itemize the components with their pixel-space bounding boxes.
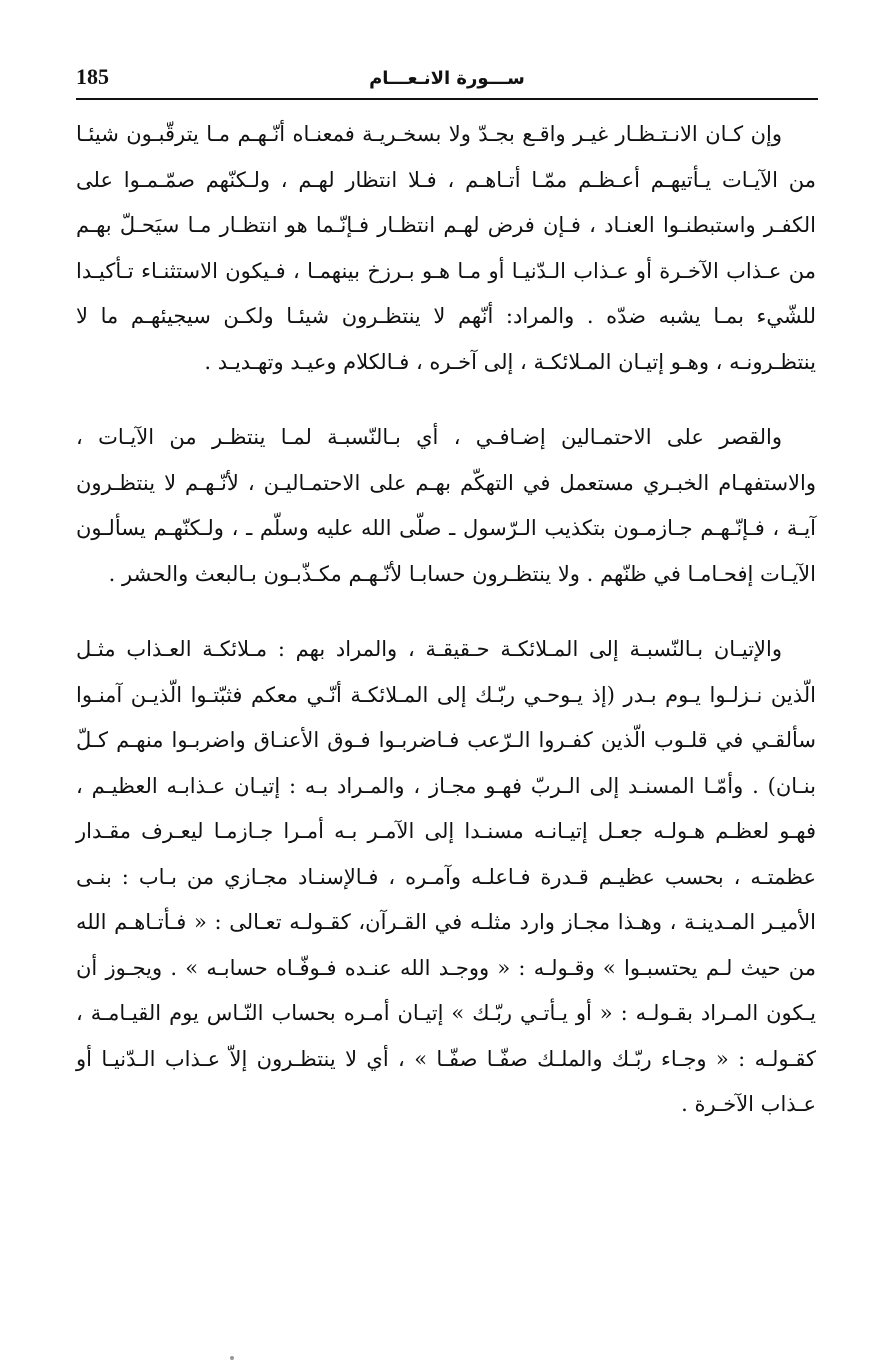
commentary-text: [76, 112, 816, 1128]
paragraph-1: وإن كـان الانـتـظـار غيـر واقـع بجـدّ ولا بسخـريـة فمعنـاه أنّـهـم مـا يترقّبـون شيئـا من الآيـات يـأتيهـم أعـظـم ممّـا أتـاهـم ، فـلا انتظار لهـم ، ولـكنّهم صمّـمـوا على الكفـر واستبطنـوا العنـاد ، فـإن فرض لهـم انتظـار فـإنّـما هو انتظـار مـا سيَحـلّ بهـم من عـذاب الآخـرة أو عـذاب الـدّنيـا أو مـا هـو بـرزخ بينهمـا ، فـيكون الاستثنـاء تـأكيـدا للشّيء بمـا يشبه ضدّه . والمراد: أنّهم لا ينتظـرون شيئـا ولكـن سيجيئهـم ما لا ينتظـرونـه ، وهـو إتيـان المـلائكـة ، إلى آخـره ، فـالكلام وعيـد وتهـديـد .: [76, 122, 816, 374]
scan-speck: [230, 1356, 234, 1360]
paragraph-2: والقصر على الاحتمـالين إضـافـي ، أي بـالنّسبـة لمـا ينتظـر من الآيـات ، والاستفهـام الخبـري مستعمل في التهكّم بهـم على الاحتمـاليـن ، لأنّـهـم لا ينتظـرون آيـة ، فـإنّـهـم جـازمـون بتكذيب الـرّسول ـ صلّى الله عليه وسلّم ـ ، ولـكنّهـم يسألـون الآيـات إفحـامـا في ظنّهم . ولا ينتظـرون حسابـا لأنّـهـم مكـذّبـون بـالبعث والحشر .: [76, 425, 816, 586]
paragraph-3: والإتيـان بـالنّسبـة إلى المـلائكـة حـقيقـة ، والمراد بهم : مـلائكـة العـذاب مثـل الّذين نـزلـوا يـوم بـدر (إذ يـوحـي ربّـك إلى المـلائكـة أنّـي معكم فثبّتـوا الّذيـن آمنـوا سألقـي في قلـوب الّذين كفـروا الـرّعب فـاضربـوا فـوق الأعنـاق واضربـوا منهـم كـلّ بنـان) . وأمّـا المسنـد إلى الـربّ فهـو مجـاز ، والمـراد بـه : إتيـان عـذابـه العظيـم ، فهـو لعظـم هـولـه جعـل إتيـانـه مسنـدا إلى الآمـر بـه أمـرا جـازمـا ليعـرف مقـدار عظمتـه ، بحسب عظيـم قـدرة فـاعلـه وآمـره ، فـالإسنـاد مجـازي من بـاب : بنـى الأميـر المـدينـة ، وهـذا مجـاز وارد مثلـه في القـرآن، كقـولـه تعـالى : « فـأتـاهـم الله من حيث لـم يحتسبـوا » وقـولـه : « ووجـد الله عنـده فـوفّـاه حسابـه » . ويجـوز أن يـكون المـراد بقـولـه : « أو يـأتـي ربّـك » إتيـان أمـره بحساب النّـاس يوم القيـامـة ، كقـولـه : « وجـاء ربّـك والملـك صفّـا صفّـا » ، أي لا ينتظـرون إلاّ عـذاب الـدّنيـا أو عـذاب الآخـرة .: [76, 637, 816, 1116]
page-header: [76, 58, 818, 100]
running-title: ســـورة الانـعـــام: [369, 68, 525, 89]
page-number: 185: [76, 64, 109, 89]
